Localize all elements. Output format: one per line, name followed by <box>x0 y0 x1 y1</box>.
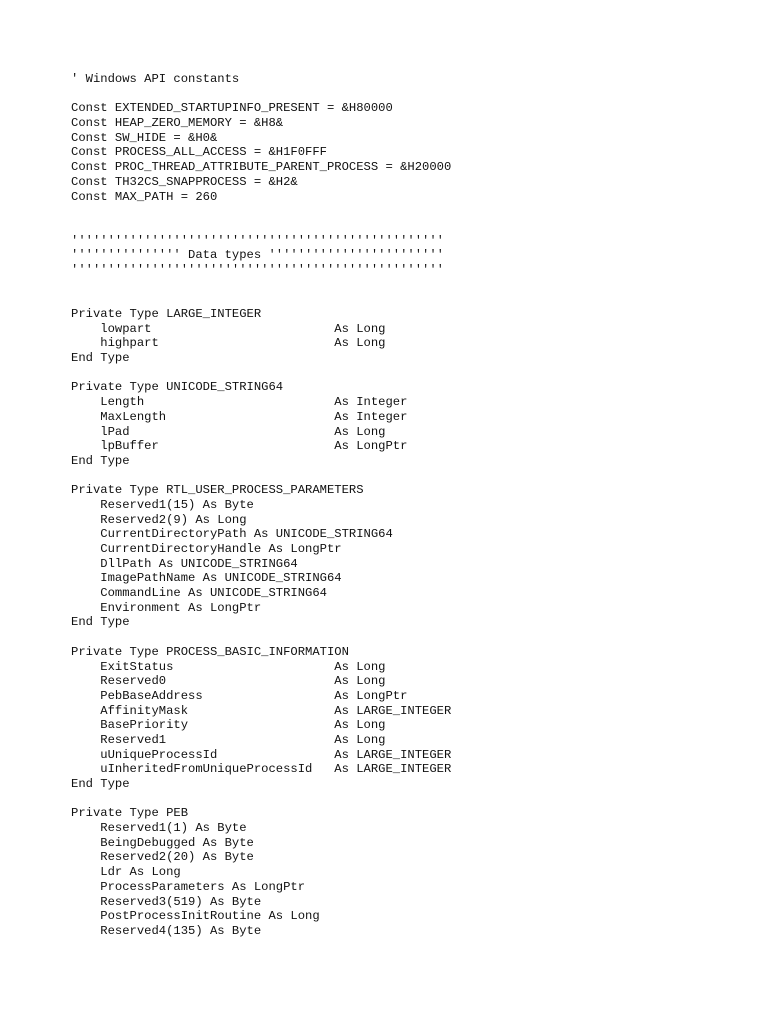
code-line: Const TH32CS_SNAPPROCESS = &H2& <box>71 174 298 189</box>
code-line: BasePriority As Long <box>71 718 386 733</box>
code-line: End Type <box>71 453 130 468</box>
code-line: Private Type LARGE_INTEGER <box>71 307 262 321</box>
code-line: End Type <box>71 777 130 791</box>
code-line: Const SW_HIDE = &H0& <box>71 130 218 145</box>
code-line: ' Windows API constants <box>71 72 240 86</box>
code-line: ExitStatus As Long <box>71 659 386 674</box>
code-line <box>71 366 451 381</box>
code-line: Private Type PEB <box>71 806 189 821</box>
code-line: End Type <box>71 351 130 366</box>
code-line: Const HEAP_ZERO_MEMORY = &H8& <box>71 116 284 131</box>
code-line: End Type <box>71 615 130 630</box>
code-line: Reserved2(9) As Long <box>71 512 247 527</box>
code-line: DllPath As UNICODE_STRING64 <box>71 556 298 571</box>
code-line: Private Type UNICODE_STRING64 <box>71 380 284 395</box>
code-line <box>71 219 451 234</box>
code-line: highpart As Long <box>71 336 386 351</box>
code-line: Const EXTENDED_STARTUPINFO_PRESENT = &H80000 <box>71 101 393 116</box>
code-line: Private Type PROCESS_BASIC_INFORMATION <box>71 644 349 659</box>
code-line: Reserved3(519) As Byte <box>71 894 262 909</box>
code-line <box>71 87 451 102</box>
code-line: ''''''''''''''' Data types '''''''''''''''''''''''' <box>71 248 444 263</box>
code-line: Reserved1(1) As Byte <box>71 821 247 836</box>
code-line <box>71 292 451 307</box>
code-line: Reserved4(135) As Byte <box>71 923 262 938</box>
code-line: ProcessParameters As LongPtr <box>71 879 306 894</box>
code-line: lPad As Long <box>71 424 386 439</box>
code-line: lpBuffer As LongPtr <box>71 439 408 454</box>
code-line: ''''''''''''''''''''''''''''''''''''''''''''''''''' <box>71 233 444 248</box>
code-line: Ldr As Long <box>71 865 181 880</box>
code-line: Reserved2(20) As Byte <box>71 850 254 865</box>
code-line: lowpart As Long <box>71 321 386 336</box>
code-line: Const PROCESS_ALL_ACCESS = &H1F0FFF <box>71 145 327 160</box>
code-line: uInheritedFromUniqueProcessId As LARGE_INTEGER <box>71 762 452 777</box>
code-line: Reserved1 As Long <box>71 732 386 747</box>
code-line: Const PROC_THREAD_ATTRIBUTE_PARENT_PROCESS = &H20000 <box>71 160 452 175</box>
code-line: CurrentDirectoryHandle As LongPtr <box>71 542 342 556</box>
code-line: CommandLine As UNICODE_STRING64 <box>71 586 327 601</box>
code-line: ImagePathName As UNICODE_STRING64 <box>71 571 342 586</box>
code-line <box>71 469 451 484</box>
code-line <box>71 204 451 219</box>
code-line: Environment As LongPtr <box>71 600 262 615</box>
code-line: PebBaseAddress As LongPtr <box>71 688 408 703</box>
code-line: PostProcessInitRoutine As Long <box>71 909 320 924</box>
code-line: Reserved0 As Long <box>71 674 386 689</box>
code-line: Const MAX_PATH = 260 <box>71 189 218 204</box>
code-line: ''''''''''''''''''''''''''''''''''''''''''''''''''' <box>71 262 444 277</box>
code-document <box>71 72 451 939</box>
code-line: AffinityMask As LARGE_INTEGER <box>71 703 452 718</box>
code-line <box>71 630 451 645</box>
code-line: Reserved1(15) As Byte <box>71 497 254 512</box>
code-line: Length As Integer <box>71 395 408 410</box>
code-line <box>71 792 451 807</box>
code-line: BeingDebugged As Byte <box>71 835 254 850</box>
code-line <box>71 278 451 293</box>
code-line: uUniqueProcessId As LARGE_INTEGER <box>71 747 452 762</box>
code-line: MaxLength As Integer <box>71 409 408 424</box>
code-line: Private Type RTL_USER_PROCESS_PARAMETERS <box>71 483 364 498</box>
code-line: CurrentDirectoryPath As UNICODE_STRING64 <box>71 527 393 542</box>
